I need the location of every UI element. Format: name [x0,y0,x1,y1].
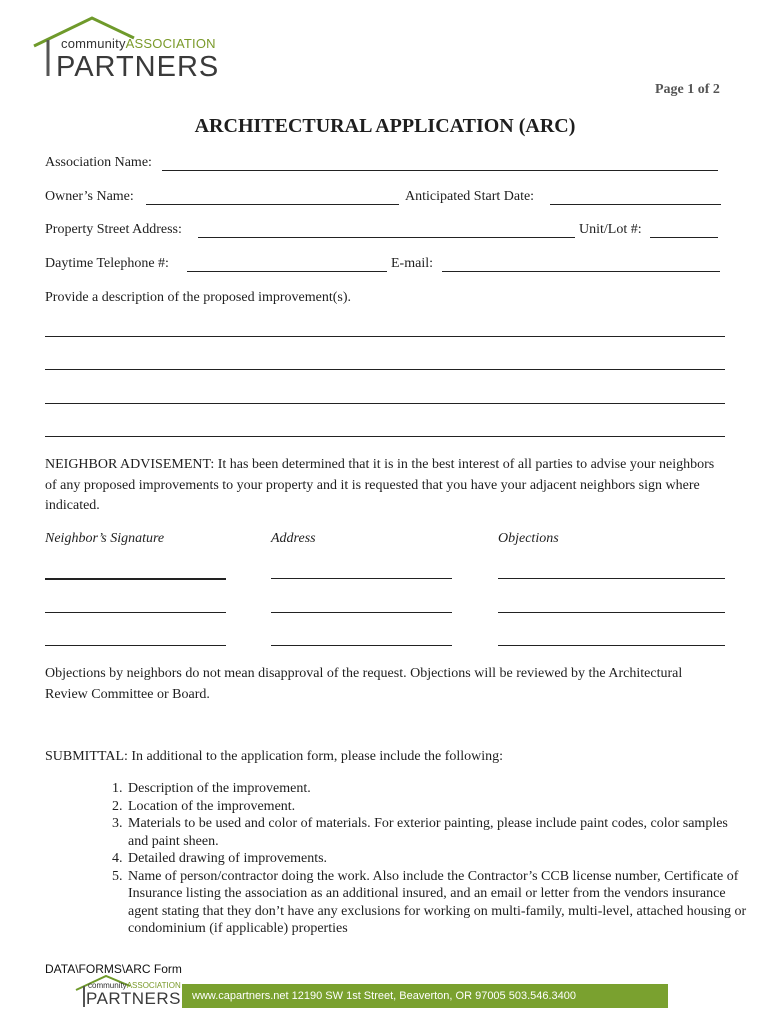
neighbor-objections-line-1[interactable] [498,578,725,579]
neighbor-signature-line-1[interactable] [45,578,226,580]
description-line-3[interactable] [45,403,725,404]
submittal-item: 3. Materials to be used and color of materials. For exterior painting, please include paint codes, color samples and paint sheen. [126,815,751,850]
description-line-2[interactable] [45,369,725,370]
unit-lot-label: Unit/Lot #: [579,222,642,237]
unit-lot-field[interactable] [650,237,718,238]
neighbor-address-line-3[interactable] [271,645,452,646]
neighbor-advisement: NEIGHBOR ADVISEMENT: It has been determined that it is in the best interest of all parties to advise your neighbors of any proposed improvements to your property and it is requested that you have your adjacent neighbors sign where indicated. [45,457,715,513]
footer-logo-tagline: communityASSOCIATION [88,981,181,990]
telephone-field[interactable] [187,271,387,272]
objections-note: Objections by neighbors do not mean disapproval of the request. Objections will be reviewed by the Architectural Review Committee or Board. [45,666,683,702]
street-address-field[interactable] [198,237,575,238]
neighbor-objections-line-3[interactable] [498,645,725,646]
submittal-item: 4. Detailed drawing of improvements. [126,850,751,868]
neighbor-address-header: Address [271,531,316,546]
email-field[interactable] [442,271,720,272]
start-date-field[interactable] [550,204,721,205]
neighbor-objections-line-2[interactable] [498,612,725,613]
page-number: Page 1 of 2 [655,82,720,97]
description-prompt: Provide a description of the proposed improvement(s). [45,290,351,305]
description-line-1[interactable] [45,336,725,337]
submittal-intro: SUBMITTAL: In additional to the application form, please include the following: [45,749,504,764]
owners-name-field[interactable] [146,204,399,205]
association-name-label: Association Name: [45,155,152,170]
street-address-label: Property Street Address: [45,222,182,237]
neighbor-objections-header: Objections [498,531,559,546]
start-date-label: Anticipated Start Date: [405,189,535,204]
footer-contact-bar: www.capartners.net 12190 SW 1st Street, Beaverton, OR 97005 503.546.3400 [182,984,668,1008]
email-label: E-mail: [391,256,433,271]
footer-logo-wordmark: PARTNERS [86,989,182,1008]
footer-file-path: DATA\FORMS\ARC Form [45,962,182,976]
neighbor-signature-line-3[interactable] [45,645,226,646]
submittal-item: 1. Description of the improvement. [126,780,751,798]
description-line-4[interactable] [45,436,725,437]
submittal-list [104,780,751,938]
logo-tagline: communityASSOCIATION [61,36,216,51]
association-name-field[interactable] [162,170,718,171]
telephone-label: Daytime Telephone #: [45,256,169,271]
neighbor-signature-header: Neighbor’s Signature [45,531,165,546]
neighbor-address-line-2[interactable] [271,612,452,613]
submittal-item: 5. Name of person/contractor doing the work. Also include the Contractor’s CCB license number, Certificate of Insurance listing the association as an additional insured, and an email or letter from the vendors insurance agent stating that they don’t have any exclusions for working on multi-family, multi-level, attached housing or condominium (if applicable) properties [126,868,751,938]
neighbor-signature-line-2[interactable] [45,612,226,613]
logo-wordmark: PARTNERS [56,51,220,83]
neighbor-address-line-1[interactable] [271,578,452,579]
owners-name-label: Owner’s Name: [45,189,134,204]
page-title: ARCHITECTURAL APPLICATION (ARC) [194,115,576,137]
submittal-item: 2. Location of the improvement. [126,798,751,816]
